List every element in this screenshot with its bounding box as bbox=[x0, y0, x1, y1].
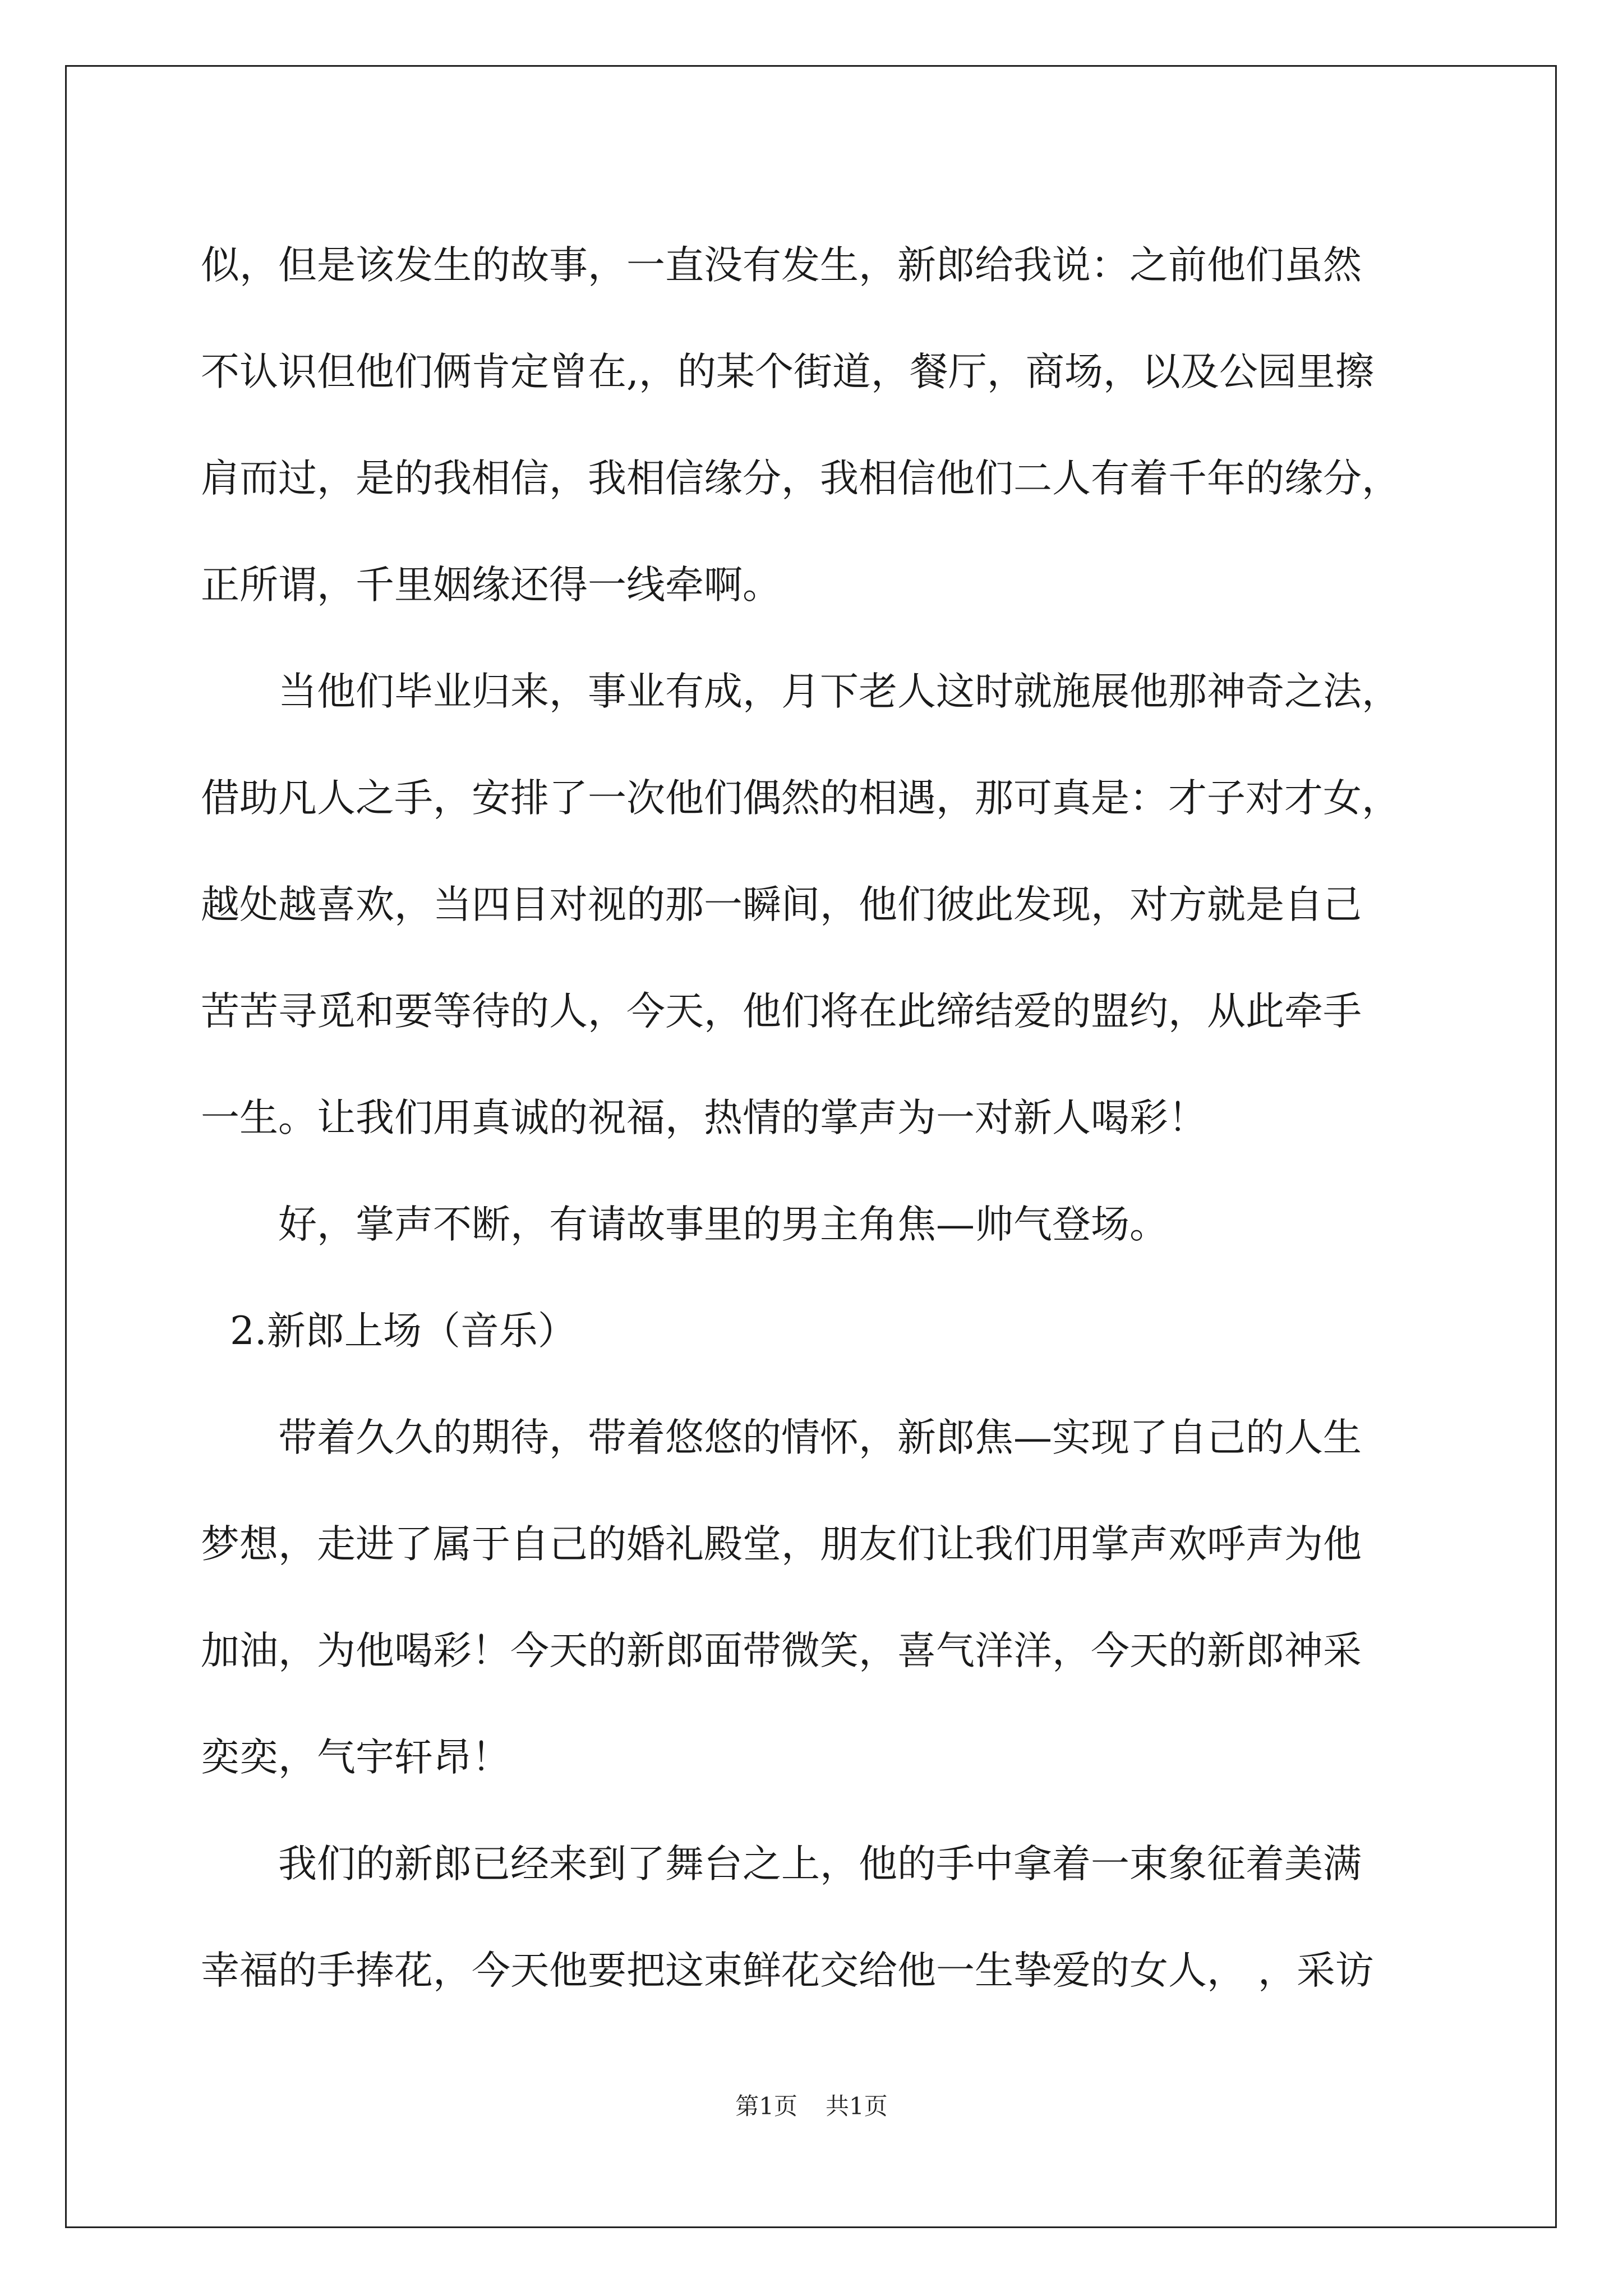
page-number: 第1页 bbox=[735, 2092, 797, 2120]
document-body bbox=[201, 212, 1435, 2024]
page-footer bbox=[0, 2088, 1623, 2122]
text-line: 奕奕，气宇轩昂！ bbox=[201, 1735, 510, 1780]
text-line: 似，但是该发生的故事，一直没有发生，新郎给我说：之前他们虽然 bbox=[201, 243, 1362, 288]
text-line: 肩而过，是的我相信，我相信缘分，我相信他们二人有着千年的缘分， bbox=[201, 456, 1400, 501]
paragraph-start-line: 当他们毕业归来，事业有成，月下老人这时就施展他那神奇之法， bbox=[278, 669, 1400, 714]
paragraph-start-line: 我们的新郎已经来到了舞台之上，他的手中拿着一束象征着美满 bbox=[278, 1842, 1362, 1887]
text-line: 梦想，走进了属于自己的婚礼殿堂，朋友们让我们用掌声欢呼声为他 bbox=[201, 1522, 1362, 1567]
text-line: 加油，为他喝彩！今天的新郎面带微笑，喜气洋洋，今天的新郎神采 bbox=[201, 1628, 1362, 1673]
text-line: 幸福的手捧花，今天他要把这束鲜花交给他一生挚爱的女人， ，采访 bbox=[201, 1948, 1374, 1993]
paragraph-start-line: 带着久久的期待，带着悠悠的情怀，新郎焦—实现了自己的人生 bbox=[278, 1415, 1362, 1460]
text-line: 一生。让我们用真诚的祝福，热情的掌声为一对新人喝彩！ bbox=[201, 1096, 1207, 1140]
paragraph-start-line: 好，掌声不断，有请故事里的男主角焦—帅气登场。 bbox=[278, 1202, 1168, 1247]
text-line: 越处越喜欢，当四目对视的那一瞬间，他们彼此发现，对方就是自己 bbox=[201, 882, 1362, 927]
text-line: 借助凡人之手，安排了一次他们偶然的相遇，那可真是：才子对才女， bbox=[201, 776, 1400, 821]
text-line: 正所谓，千里姻缘还得一线牵啊。 bbox=[201, 563, 781, 608]
text-line: 苦苦寻觅和要等待的人，今天，他们将在此缔结爱的盟约，从此牵手 bbox=[201, 989, 1362, 1034]
page-total: 共1页 bbox=[826, 2092, 888, 2120]
section-heading: 2.新郎上场（音乐） bbox=[230, 1309, 577, 1354]
text-line: 不认识但他们俩肯定曾在,，的某个街道，餐厅，商场，以及公园里擦 bbox=[201, 349, 1374, 394]
